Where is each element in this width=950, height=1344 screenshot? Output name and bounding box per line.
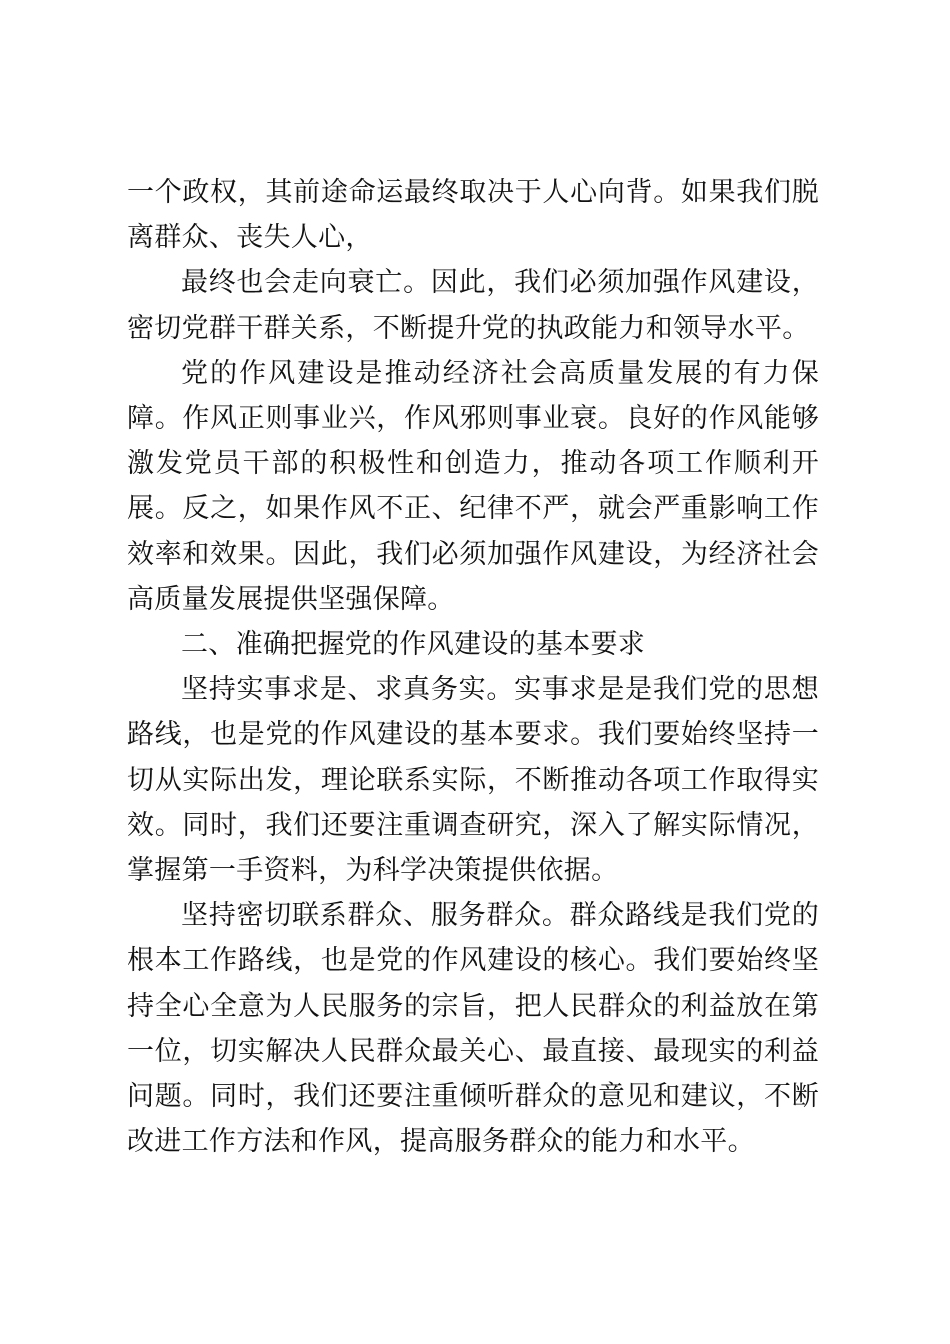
paragraph-1: 一个政权，其前途命运最终取决于人心向背。如果我们脱离群众、丧失人心， xyxy=(127,177,819,254)
section-heading: 二、准确把握党的作风建设的基本要求 xyxy=(181,629,646,661)
document-body xyxy=(127,170,819,1164)
paragraph-3: 党的作风建设是推动经济社会高质量发展的有力保障。作风正则事业兴，作风邪则事业衰。良好的作风能够激发党员干部的积极性和创造力，推动各项工作顺利开展。反之，如果作风不正、纪律不严，就会严重影响工作效率和效果。因此，我们必须加强作风建设，为经济社会高质量发展提供坚强保障。 xyxy=(127,357,819,615)
paragraph-4: 坚持实事求是、求真务实。实事求是是我们党的思想路线，也是党的作风建设的基本要求。我们要始终坚持一切从实际出发，理论联系实际，不断推动各项工作取得实效。同时，我们还要注重调查研究，深入了解实际情况，掌握第一手资料，为科学决策提供依据。 xyxy=(127,674,819,887)
paragraph-5: 坚持密切联系群众、服务群众。群众路线是我们党的根本工作路线，也是党的作风建设的核心。我们要始终坚持全心全意为人民服务的宗旨，把人民群众的利益放在第一位，切实解决人民群众最关心、最直接、最现实的利益问题。同时，我们还要注重倾听群众的意见和建议，不断改进工作方法和作风，提高服务群众的能力和水平。 xyxy=(127,900,819,1158)
paragraph-2: 最终也会走向衰亡。因此，我们必须加强作风建设，密切党群干群关系，不断提升党的执政能力和领导水平。 xyxy=(127,267,819,344)
